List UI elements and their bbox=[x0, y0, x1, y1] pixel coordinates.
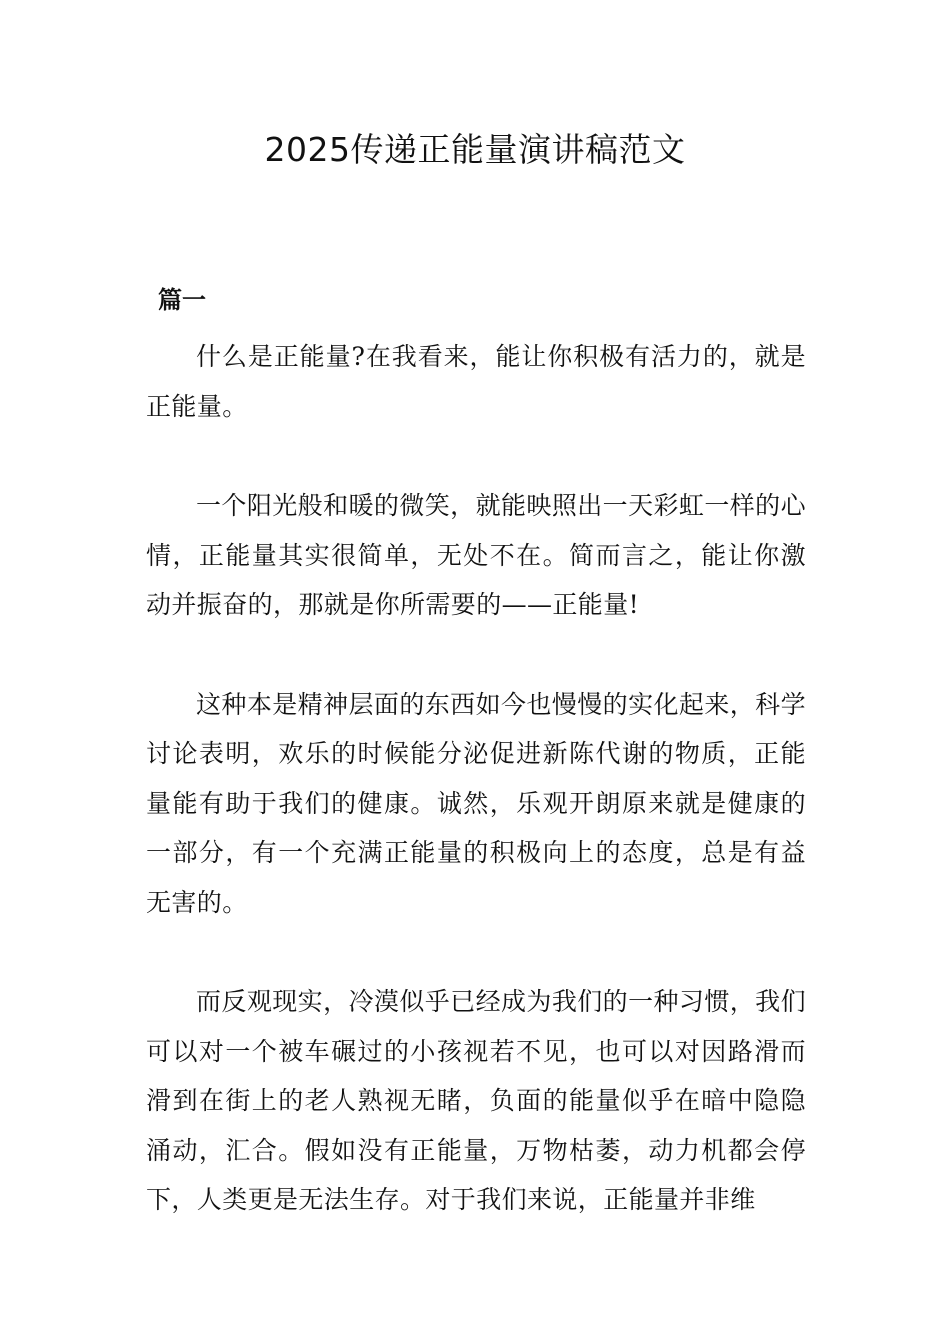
paragraph: 这种本是精神层面的东西如今也慢慢的实化起来，科学讨论表明，欢乐的时候能分泌促进新陈代谢的物质，正能量能有助于我们的健康。诚然，乐观开朗原来就是健康的一部分，有一个充满正能量的积极向上的态度，总是有益无害的。 bbox=[146, 689, 806, 917]
paragraph: 而反观现实，冷漠似乎已经成为我们的一种习惯，我们可以对一个被车碾过的小孩视若不见，也可以对因路滑而滑到在街上的老人熟视无睹，负面的能量似乎在暗中隐隐涌动，汇合。假如没有正能量，万物枯萎，动力机都会停下，人类更是无法生存。对于我们来说，正能量并非维 bbox=[146, 987, 806, 1214]
paragraph: 一个阳光般和暖的微笑，就能映照出一天彩虹一样的心情，正能量其实很简单，无处不在。简而言之，能让你激动并振奋的，那就是你所需要的——正能量! bbox=[146, 491, 806, 619]
section-heading: 篇一 bbox=[158, 285, 206, 314]
paragraph: 什么是正能量?在我看来，能让你积极有活力的，就是正能量。 bbox=[146, 342, 806, 421]
document-body bbox=[146, 332, 806, 1275]
document-title: 2025传递正能量演讲稿范文 bbox=[264, 130, 686, 169]
